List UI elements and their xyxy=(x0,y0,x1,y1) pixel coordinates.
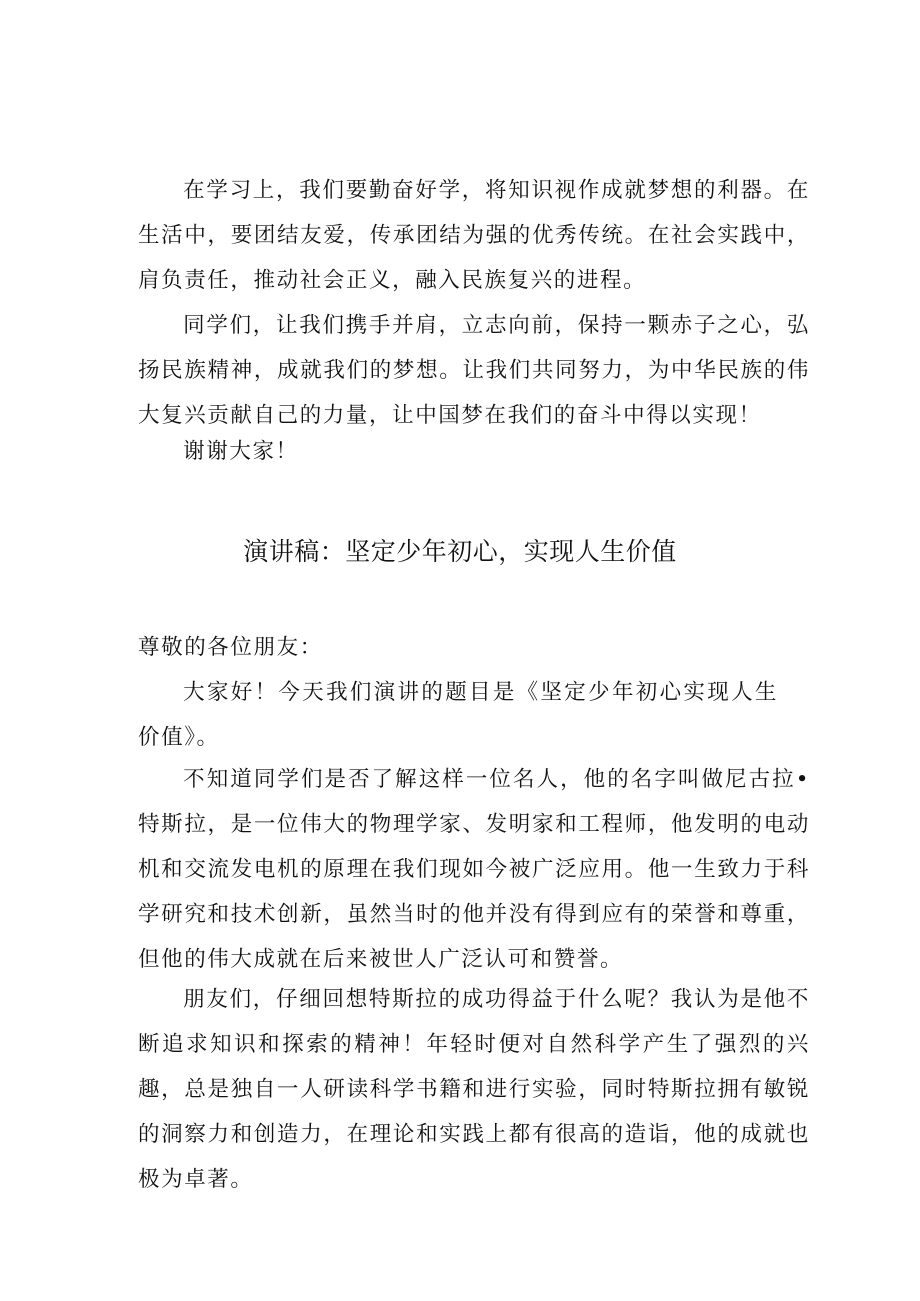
paragraph-greeting: 大家好！今天我们演讲的题目是《坚定少年初心实现人生价值》。 xyxy=(138,680,778,750)
paragraph-classmates: 同学们，让我们携手并肩，立志向前，保持一颗赤子之心，弘扬民族精神，成就我们的梦想。让我们共同努力，为中华民族的伟大复兴贡献自己的力量，让中国梦在我们的奋斗中得以实现！ xyxy=(138,313,810,428)
salutation: 尊敬的各位朋友： xyxy=(138,635,323,660)
paragraph-study-life: 在学习上，我们要勤奋好学，将知识视作成就梦想的利器。在生活中，要团结友爱，传承团结为强的优秀传统。在社会实践中，肩负责任，推动社会正义，融入民族复兴的进程。 xyxy=(138,178,810,293)
paragraph-tesla-intro: 不知道同学们是否了解这样一位名人，他的名字叫做尼古拉•特斯拉，是一位伟大的物理学家、发明家和工程师，他发明的电动机和交流发电机的原理在我们现如今被广泛应用。他一生致力于科学研究和技术创新，虽然当时的他并没有得到应有的荣誉和尊重，但他的伟大成就在后来被世人广泛认可和赞誉。 xyxy=(138,767,810,972)
speech-title: 演讲稿：坚定少年初心，实现人生价值 xyxy=(243,537,677,566)
paragraph-tesla-success: 朋友们，仔细回想特斯拉的成功得益于什么呢？我认为是他不断追求知识和探索的精神！年轻时便对自然科学产生了强烈的兴趣，总是独自一人研读科学书籍和进行实验，同时特斯拉拥有敏锐的洞察力和创造力，在理论和实践上都有很高的造诣，他的成就也极为卓著。 xyxy=(138,987,810,1192)
paragraph-thanks: 谢谢大家！ xyxy=(183,439,299,464)
